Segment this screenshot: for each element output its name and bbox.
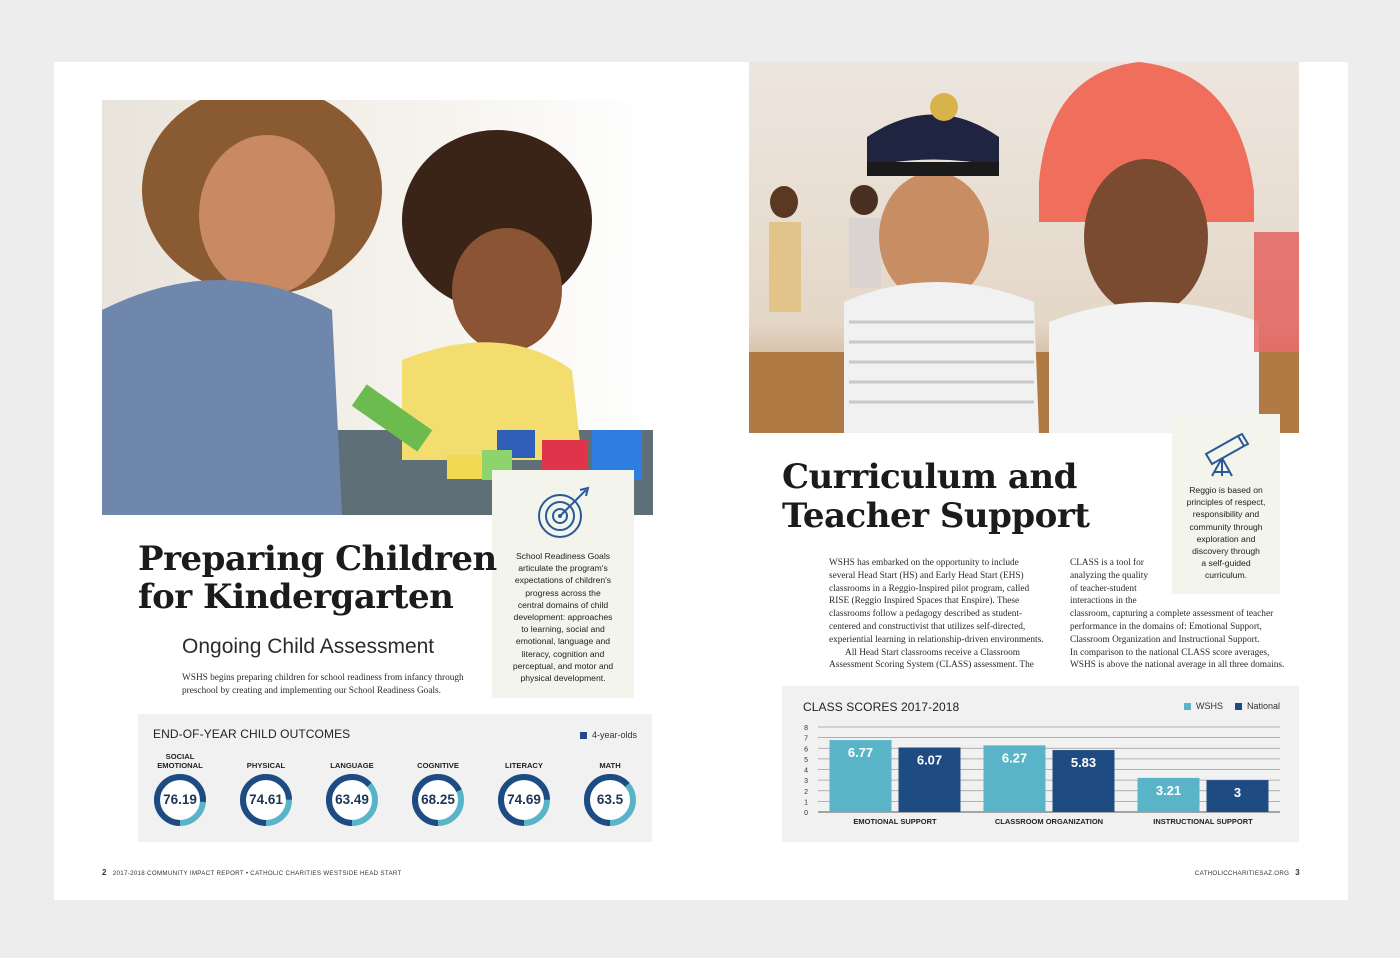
outcome-donut	[153, 773, 207, 827]
y-tick-label: 6	[804, 746, 808, 754]
text-line: classrooms in a Reggio-Inspired pilot program, called	[829, 583, 1030, 594]
outcome-label	[324, 750, 380, 770]
class-scores-panel	[782, 686, 1299, 842]
text-line: development: approaches	[513, 612, 613, 623]
outcomes-title: END-OF-YEAR CHILD OUTCOMES	[153, 727, 351, 741]
outcome-label-line2: MATH	[599, 761, 621, 770]
telescope-icon	[1200, 428, 1252, 481]
text-line: CLASS is a tool for	[1070, 558, 1144, 568]
text-line: a self-guided	[1201, 558, 1251, 569]
left-title	[138, 540, 497, 616]
y-tick-label: 2	[804, 788, 808, 796]
text-line: perceptual, and motor and	[512, 660, 614, 671]
text-line: literacy, cognition and	[521, 648, 605, 659]
text-line: RISE (Reggio Inspired Spaces that Enspire). These	[829, 596, 1020, 607]
text-line: classrooms follow a pedagogy described as student-	[829, 609, 1023, 620]
class-scores-chart	[782, 686, 1299, 842]
outcome-value: 76.19	[163, 792, 197, 807]
left-footer-text: 2017-2018 COMMUNITY IMPACT REPORT • CATHOLIC CHARITIES WESTSIDE HEAD START	[112, 870, 402, 877]
chart-title: CLASS SCORES 2017-2018	[803, 700, 960, 714]
text-line: centered and constructivist that utilizes self-directed,	[829, 621, 1026, 632]
left-intro-line1: WSHS begins preparing children for school readiness from infancy through	[182, 673, 464, 683]
text-line: responsibility and	[1192, 509, 1260, 520]
text-line: physical development.	[520, 673, 606, 684]
text-line: analyzing the quality	[1070, 570, 1148, 581]
outcome-label-line2: LITERACY	[505, 761, 543, 770]
text-line: central domains of child	[517, 599, 609, 610]
outcome-donut	[239, 773, 293, 827]
bar-value-label: 6.27	[1001, 750, 1028, 766]
left-title-line2: for Kindergarten	[138, 577, 454, 617]
bar-value-label: 3	[1233, 785, 1242, 801]
outcome-donut-item	[238, 750, 294, 827]
text-line: emotional, language and	[515, 636, 611, 647]
school-readiness-callout	[492, 470, 634, 698]
outcome-value: 74.61	[249, 792, 283, 807]
y-tick-label: 8	[804, 725, 808, 732]
legend-swatch	[580, 732, 587, 739]
text-line: expectations of children's	[514, 575, 612, 586]
text-line: exploration and	[1196, 533, 1256, 544]
photo-mother-child-blocks	[102, 100, 653, 515]
legend-label: 4-year-olds	[592, 730, 638, 740]
body-column-1	[829, 557, 1069, 672]
outcome-donut-item	[324, 750, 380, 827]
outcome-donut	[583, 773, 637, 827]
outcome-label	[152, 750, 208, 770]
target-arrow-icon	[536, 486, 592, 543]
bar-value-label: 3.21	[1155, 782, 1182, 798]
category-label: EMOTIONAL SUPPORT	[853, 817, 937, 826]
text-line: of teacher-student	[1070, 583, 1137, 594]
left-footer	[102, 868, 402, 877]
child-outcomes-panel	[138, 714, 652, 842]
assessment-subtitle: Ongoing Child Assessment	[182, 635, 435, 658]
school-readiness-text	[502, 550, 624, 684]
outcome-label-line2: LANGUAGE	[330, 761, 374, 770]
outcome-label-line2: PHYSICAL	[246, 761, 286, 770]
legend-label-national: National	[1247, 701, 1281, 711]
outcome-label	[582, 750, 638, 770]
outcome-donut-item	[410, 750, 466, 827]
outcome-label	[238, 750, 294, 770]
text-line: to learning, social and	[521, 624, 605, 635]
text-line: principles of respect,	[1186, 497, 1266, 508]
category-label: INSTRUCTIONAL SUPPORT	[1153, 817, 1253, 826]
right-page-number: 3	[1295, 868, 1300, 877]
outcome-donut-item	[152, 750, 208, 827]
y-tick-label: 3	[804, 778, 808, 786]
report-spread	[54, 62, 1348, 900]
left-title-line1: Preparing Children	[138, 539, 497, 579]
outcome-donut-item	[582, 750, 638, 827]
text-line: progress across the	[525, 587, 601, 598]
bar-value-label: 5.83	[1070, 755, 1097, 771]
left-intro-line2: preschool by creating and implementing our School Readiness Goals.	[182, 685, 441, 696]
right-title	[782, 458, 1089, 536]
outcome-value: 63.49	[335, 792, 369, 807]
text-line: Classroom Organization and Instructional Support.	[1070, 634, 1260, 645]
y-tick-label: 0	[804, 810, 808, 817]
text-line: articulate the program's	[518, 563, 608, 574]
category-label: CLASSROOM ORGANIZATION	[994, 817, 1104, 826]
text-line: WSHS is above the national average in all three domains.	[1070, 660, 1285, 671]
right-footer	[1195, 868, 1300, 877]
text-line: performance in the domains of: Emotional Support,	[1070, 621, 1262, 632]
text-line: experiential learning in relationship-driven environments.	[829, 634, 1044, 645]
text-line: In comparison to the national CLASS score averages,	[1070, 647, 1270, 658]
outcome-label	[496, 750, 552, 770]
text-line: interactions in the	[1070, 596, 1137, 607]
outcome-label-line2: EMOTIONAL	[157, 761, 203, 770]
text-line: classroom, capturing a complete assessment of teacher	[1070, 609, 1274, 620]
legend-label-wshs: WSHS	[1196, 701, 1223, 711]
text-line: curriculum.	[1204, 570, 1248, 581]
text-line: WSHS has embarked on the opportunity to include	[829, 558, 1019, 568]
bar-value-label: 6.07	[916, 752, 943, 768]
outcome-value: 68.25	[421, 792, 455, 807]
outcomes-legend	[580, 730, 637, 740]
text-line: several Head Start (HS) and Early Head Start (EHS)	[829, 570, 1024, 581]
text-line: School Readiness Goals	[515, 551, 611, 561]
outcome-donut	[497, 773, 551, 827]
outcome-donut	[325, 773, 379, 827]
outcome-label-line1: SOCIAL	[165, 752, 195, 761]
y-tick-label: 7	[804, 735, 808, 743]
bar-value-label: 6.77	[847, 745, 874, 761]
outcome-donut	[411, 773, 465, 827]
outcome-value: 74.69	[507, 792, 541, 807]
outcome-value: 63.5	[596, 792, 624, 807]
left-page-number: 2	[102, 868, 107, 877]
text-line: Assessment Scoring System (CLASS) assessment. The	[829, 660, 1034, 671]
y-tick-label: 4	[804, 767, 808, 775]
right-footer-text: CATHOLICCHARITIESAZ.ORG	[1194, 870, 1290, 877]
outcome-donut-item	[496, 750, 552, 827]
right-title-line1: Curriculum and	[782, 457, 1077, 497]
text-line: Reggio is based on	[1189, 485, 1263, 495]
text-line: community through	[1189, 521, 1263, 532]
outcome-label	[410, 750, 466, 770]
body-column-2	[1070, 557, 1310, 672]
left-intro	[182, 672, 482, 698]
y-tick-label: 5	[804, 756, 808, 764]
text-line: discovery through	[1192, 546, 1260, 557]
photo-children-hats	[749, 62, 1299, 433]
text-line: All Head Start classrooms receive a Classroom	[845, 647, 1021, 658]
right-title-line2: Teacher Support	[782, 496, 1090, 536]
outcome-label-line2: COGNITIVE	[417, 761, 459, 770]
y-tick-label: 1	[804, 799, 808, 807]
